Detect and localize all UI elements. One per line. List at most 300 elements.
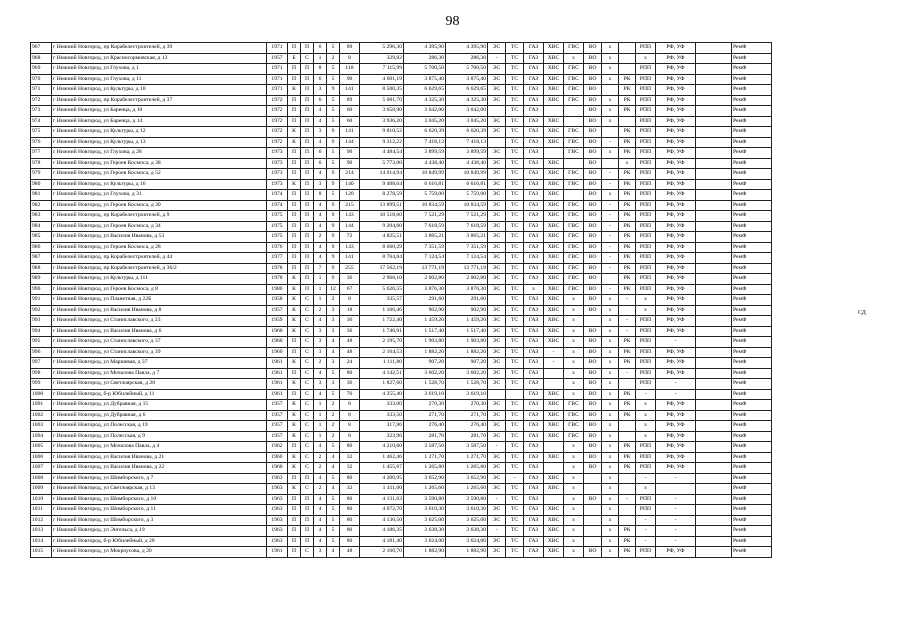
cell-col-20: РПП — [636, 337, 656, 348]
cell-living-area-2: 3 590,80 — [446, 494, 488, 505]
cell-col-22 — [696, 368, 732, 379]
cell-electricity: ЭС — [488, 368, 506, 379]
cell-sewerage: ВО — [584, 64, 602, 75]
cell-hot-water: ГВС — [564, 74, 584, 85]
cell-heating — [506, 389, 524, 400]
cell-gas: ГАЗ — [524, 64, 544, 75]
cell-living-area-2: 6 629,65 — [446, 85, 488, 96]
cell-entrances: 6 — [314, 74, 327, 85]
cell-living-area: 902,90 — [404, 305, 446, 316]
cell-floors: 3 — [327, 316, 340, 327]
cell-cold-water: ХВС — [544, 452, 564, 463]
cell-living-area-2: 7 124,54 — [446, 253, 488, 264]
cell-wall-type: К — [288, 137, 301, 148]
cell-total-area: 10 518,60 — [360, 211, 404, 222]
cell-entrances: 7 — [314, 263, 327, 274]
cell-col-20: РПП — [636, 43, 656, 54]
cell-heating: ТС — [506, 547, 524, 558]
cell-col-18: - — [602, 200, 619, 211]
cell-entrances: 3 — [314, 326, 327, 337]
cell-cold-water — [544, 379, 564, 390]
cell-col-21: РФ, УФ — [656, 106, 696, 117]
cell-entrances: 4 — [314, 505, 327, 516]
cell-row-number: 997 — [31, 358, 52, 369]
cell-floor-type: П — [301, 64, 314, 75]
cell-col-21: РФ, УФ — [656, 200, 696, 211]
cell-living-area: 7 418,13 — [404, 137, 446, 148]
cell-col-19: РК — [619, 74, 636, 85]
cell-hot-water: ГВС — [564, 169, 584, 180]
cell-col-22 — [696, 148, 732, 159]
cell-gas: ГАЗ — [524, 400, 544, 411]
cell-col-19: РК — [619, 410, 636, 421]
cell-col-23: РемФ — [732, 106, 772, 117]
cell-total-area: 9 810,52 — [360, 127, 404, 138]
cell-row-number: 982 — [31, 200, 52, 211]
cell-electricity: ЭС — [488, 547, 506, 558]
cell-col-21: РФ, УФ — [656, 431, 696, 442]
cell-col-22 — [696, 316, 732, 327]
cell-address: г Нижний Новгород, ул Глухова, д 11 — [52, 74, 267, 85]
cell-floor-type: С — [301, 295, 314, 306]
cell-row-number: 1005 — [31, 442, 52, 453]
cell-sewerage: ВО — [584, 379, 602, 390]
cell-col-19: - — [619, 316, 636, 327]
cell-entrances: 4 — [314, 211, 327, 222]
cell-address: г Нижний Новгород, ул Героев Космоса, д 34 — [52, 221, 267, 232]
cell-heating: ТС — [506, 253, 524, 264]
cell-living-area-2: 3 638,30 — [446, 526, 488, 537]
cell-col-23: РемФ — [732, 410, 772, 421]
cell-electricity: ЭС — [488, 358, 506, 369]
cell-col-23: РемФ — [732, 74, 772, 85]
cell-col-23: РемФ — [732, 43, 772, 54]
cell-col-20: РПП — [636, 505, 656, 516]
cell-electricity: ЭС — [488, 379, 506, 390]
cell-wall-type: П — [288, 106, 301, 117]
cell-entrances: 4 — [314, 137, 327, 148]
cell-cold-water: ХВС — [544, 43, 564, 54]
table-row — [31, 442, 772, 453]
cell-address: г Нижний Новгород, ул Героев Космоса, д 30 — [52, 200, 267, 211]
cell-floors: 9 — [327, 242, 340, 253]
cell-address: г Нижний Новгород, ул Героев Космоса, д 52 — [52, 169, 267, 180]
cell-cold-water: ХВС — [544, 190, 564, 201]
cell-living-area-2: 3 875,40 — [446, 74, 488, 85]
cell-col-19: РК — [619, 95, 636, 106]
cell-gas: ГАЗ — [524, 253, 544, 264]
cell-col-20: РПП — [636, 148, 656, 159]
cell-apartments: 80 — [340, 515, 360, 526]
cell-cold-water: ХВС — [544, 484, 564, 495]
cell-total-area: 1 455,67 — [360, 463, 404, 474]
cell-entrances: 1 — [314, 410, 327, 421]
cell-living-area: 291,60 — [404, 295, 446, 306]
cell-apartments: 36 — [340, 274, 360, 285]
cell-living-area: 276,40 — [404, 421, 446, 432]
cell-heating: ТС — [506, 43, 524, 54]
cell-wall-type: П — [288, 95, 301, 106]
cell-col-21: - — [656, 389, 696, 400]
cell-row-number: 1000 — [31, 389, 52, 400]
cell-entrances: 4 — [314, 526, 327, 537]
cell-sewerage: ВО — [584, 85, 602, 96]
cell-year: 1975 — [267, 221, 288, 232]
cell-heating: ТС — [506, 536, 524, 547]
cell-total-area: 8 764,84 — [360, 253, 404, 264]
cell-hot-water: ГВС — [564, 148, 584, 159]
cell-col-20: РПП — [636, 179, 656, 190]
cell-col-21: - — [656, 536, 696, 547]
cell-address: г Нижний Новгород, ул Мокроусова, д 20 — [52, 547, 267, 558]
cell-row-number: 971 — [31, 85, 52, 96]
table-row — [31, 463, 772, 474]
cell-entrances: 3 — [314, 547, 327, 558]
cell-hot-water — [564, 116, 584, 127]
cell-apartments: 140 — [340, 179, 360, 190]
cell-heating: ТС — [506, 505, 524, 516]
cell-hot-water: х — [564, 316, 584, 327]
cell-col-20: - — [636, 473, 656, 484]
cell-cold-water: ХВС — [544, 169, 564, 180]
cell-col-18: х — [602, 547, 619, 558]
cell-col-18: х — [602, 368, 619, 379]
cell-apartments: 144 — [340, 137, 360, 148]
cell-electricity — [488, 295, 506, 306]
cell-col-21: РФ, УФ — [656, 305, 696, 316]
cell-floors: 5 — [327, 515, 340, 526]
cell-total-area: 4 136,50 — [360, 515, 404, 526]
cell-col-22 — [696, 400, 732, 411]
cell-col-23: РемФ — [732, 316, 772, 327]
cell-gas: ГАЗ — [524, 431, 544, 442]
cell-sewerage: ВО — [584, 106, 602, 117]
cell-hot-water: ГВС — [564, 137, 584, 148]
cell-electricity: ЭС — [488, 536, 506, 547]
cell-apartments: 80 — [340, 536, 360, 547]
cell-living-area: 4 395,90 — [404, 43, 446, 54]
cell-apartments: 80 — [340, 505, 360, 516]
cell-col-22 — [696, 106, 732, 117]
cell-hot-water: ГВС — [564, 232, 584, 243]
cell-wall-type: П — [288, 368, 301, 379]
cell-cold-water: ХВС — [544, 431, 564, 442]
cell-heating: ТС — [506, 263, 524, 274]
cell-floor-type: П — [301, 263, 314, 274]
cell-col-20: х — [636, 305, 656, 316]
cell-cold-water — [544, 148, 564, 159]
cell-address: г Нижний Новгород, ул Глухова, д 31 — [52, 190, 267, 201]
cell-floors: 9 — [327, 211, 340, 222]
cell-col-22 — [696, 536, 732, 547]
cell-electricity: ЭС — [488, 263, 506, 274]
cell-row-number: 1009 — [31, 484, 52, 495]
cell-living-area-2: 1 265,80 — [446, 463, 488, 474]
cell-gas: ГАЗ — [524, 421, 544, 432]
cell-row-number: 1007 — [31, 463, 52, 474]
cell-col-19: РК — [619, 200, 636, 211]
cell-col-20: РПП — [636, 232, 656, 243]
cell-col-20: х — [636, 431, 656, 442]
cell-electricity: ЭС — [488, 211, 506, 222]
cell-col-18: х — [602, 116, 619, 127]
cell-col-22 — [696, 232, 732, 243]
cell-gas: ГАЗ — [524, 74, 544, 85]
cell-hot-water: ГВС — [564, 221, 584, 232]
cell-living-area: 3 865,21 — [404, 232, 446, 243]
cell-floors: 5 — [327, 389, 340, 400]
cell-address: г Нижний Новгород, ул Энгельса, д 19 — [52, 526, 267, 537]
cell-total-area: 4 255,40 — [360, 389, 404, 400]
cell-col-20: РПП — [636, 316, 656, 327]
cell-floors: 9 — [327, 253, 340, 264]
cell-row-number: 972 — [31, 95, 52, 106]
cell-wall-type: К — [288, 484, 301, 495]
cell-col-21: РФ, УФ — [656, 43, 696, 54]
cell-col-22 — [696, 211, 732, 222]
cell-total-area: 5 773,00 — [360, 158, 404, 169]
cell-gas: ГАЗ — [524, 442, 544, 453]
cell-year: 1957 — [267, 421, 288, 432]
cell-apartments: 36 — [340, 379, 360, 390]
cell-floors: 9 — [327, 232, 340, 243]
cell-address: г Нижний Новгород, ул Героев Космоса, д 8 — [52, 284, 267, 295]
cell-floors: 4 — [327, 337, 340, 348]
cell-floors: 2 — [327, 421, 340, 432]
cell-col-19: РК — [619, 452, 636, 463]
cell-year: 1963 — [267, 484, 288, 495]
cell-col-20: РПП — [636, 274, 656, 285]
table-row — [31, 431, 772, 442]
table-row — [31, 389, 772, 400]
cell-year: 1960 — [267, 337, 288, 348]
cell-floors: 5 — [327, 95, 340, 106]
cell-living-area-2: 286,30 — [446, 53, 488, 64]
cell-total-area: 1 462,46 — [360, 452, 404, 463]
cell-col-20: РПП — [636, 547, 656, 558]
cell-wall-type: П — [288, 547, 301, 558]
cell-apartments: 143 — [340, 242, 360, 253]
cell-apartments: 8 — [340, 295, 360, 306]
cell-total-area: 4 181,40 — [360, 536, 404, 547]
cell-col-18: х — [602, 389, 619, 400]
cell-living-area-2: 7 351,59 — [446, 242, 488, 253]
cell-col-18: х — [602, 358, 619, 369]
cell-sewerage: ВО — [584, 169, 602, 180]
cell-cold-water: ХВС — [544, 232, 564, 243]
cell-sewerage — [584, 536, 602, 547]
table-row — [31, 368, 772, 379]
cell-cold-water: ХВС — [544, 295, 564, 306]
cell-floor-type: С — [301, 368, 314, 379]
cell-heating: ТС — [506, 431, 524, 442]
cell-apartments: 141 — [340, 253, 360, 264]
cell-cold-water: ХВС — [544, 53, 564, 64]
cell-sewerage: ВО — [584, 305, 602, 316]
cell-floors: 3 — [327, 358, 340, 369]
cell-living-area: 3 602,20 — [404, 368, 446, 379]
cell-address: г Нижний Новгород, ул Шимборского, д 3 — [52, 515, 267, 526]
cell-living-area: 3 045,20 — [404, 116, 446, 127]
cell-col-23: РемФ — [732, 221, 772, 232]
cell-apartments: 36 — [340, 326, 360, 337]
cell-gas: ГАЗ — [524, 494, 544, 505]
cell-col-19: РК — [619, 347, 636, 358]
cell-col-20: РПП — [636, 200, 656, 211]
cell-address: г Нижний Новгород, ул Василия Иванова, д 6 — [52, 326, 267, 337]
cell-apartments: 32 — [340, 452, 360, 463]
cell-hot-water: ГВС — [564, 127, 584, 138]
cell-hot-water: ГВС — [564, 284, 584, 295]
cell-col-18: - — [602, 253, 619, 264]
cell-col-23: РемФ — [732, 473, 772, 484]
cell-floors: 9 — [327, 200, 340, 211]
cell-sewerage: ВО — [584, 452, 602, 463]
cell-living-area: 1 265,80 — [404, 463, 446, 474]
cell-apartments: 214 — [340, 169, 360, 180]
cell-col-22 — [696, 505, 732, 516]
cell-col-18: х — [602, 431, 619, 442]
cell-heating: ТС — [506, 305, 524, 316]
cell-year: 1978 — [267, 274, 288, 285]
cell-col-18: - — [602, 232, 619, 243]
cell-sewerage — [584, 473, 602, 484]
cell-cold-water: ХВС — [544, 400, 564, 411]
cell-electricity: ЭС — [488, 505, 506, 516]
cell-electricity: ЭС — [488, 421, 506, 432]
table-row — [31, 232, 772, 243]
cell-wall-type: П — [288, 337, 301, 348]
cell-col-23: РемФ — [732, 337, 772, 348]
cell-floor-type: П — [301, 116, 314, 127]
cell-total-area: 1 111,80 — [360, 358, 404, 369]
cell-electricity: ЭС — [488, 190, 506, 201]
cell-entrances: 3 — [314, 179, 327, 190]
cell-col-21: - — [656, 526, 696, 537]
cell-living-area: 2 002,80 — [404, 274, 446, 285]
cell-year: 1961 — [267, 379, 288, 390]
cell-living-area-2: 1 265,60 — [446, 484, 488, 495]
cell-cold-water: ХВС — [544, 389, 564, 400]
cell-gas: ГАЗ — [524, 95, 544, 106]
cell-col-20: РПП — [636, 211, 656, 222]
cell-living-area-2: 4 325,30 — [446, 95, 488, 106]
cell-cold-water: ХВС — [544, 64, 564, 75]
table-row — [31, 274, 772, 285]
cell-cold-water: ХВС — [544, 505, 564, 516]
cell-floors: 4 — [327, 547, 340, 558]
cell-col-21: РФ, УФ — [656, 242, 696, 253]
cell-col-21: РФ, УФ — [656, 442, 696, 453]
table-row — [31, 379, 772, 390]
cell-heating: - — [506, 473, 524, 484]
cell-cold-water — [544, 368, 564, 379]
cell-col-22 — [696, 158, 732, 169]
cell-cold-water: ХВС — [544, 274, 564, 285]
cell-total-area: 8 278,59 — [360, 190, 404, 201]
cell-apartments: 24 — [340, 358, 360, 369]
cell-sewerage — [584, 526, 602, 537]
cell-cold-water: ХВС — [544, 116, 564, 127]
cell-total-area: 3 658,90 — [360, 106, 404, 117]
table-row — [31, 64, 772, 75]
cell-gas: ГАЗ — [524, 473, 544, 484]
cell-electricity: ЭС — [488, 347, 506, 358]
cell-col-20: РПП — [636, 169, 656, 180]
cell-floors: 2 — [327, 431, 340, 442]
cell-col-23: РемФ — [732, 547, 772, 558]
cell-electricity: ЭС — [488, 64, 506, 75]
table-row — [31, 295, 772, 306]
cell-hot-water: х — [564, 379, 584, 390]
cell-col-18: х — [602, 337, 619, 348]
cell-col-22 — [696, 515, 732, 526]
cell-cold-water: ХВС — [544, 74, 564, 85]
cell-col-21: - — [656, 494, 696, 505]
cell-col-18: х — [602, 379, 619, 390]
cell-living-area: 3 875,40 — [404, 74, 446, 85]
cell-apartments: 141 — [340, 127, 360, 138]
cell-col-18: х — [602, 295, 619, 306]
cell-sewerage: ВО — [584, 368, 602, 379]
cell-wall-type: П — [288, 64, 301, 75]
cell-address: г Нижний Новгород, пр Корабелестроителей, д 39 — [52, 43, 267, 54]
cell-gas: ГАЗ — [524, 137, 544, 148]
cell-living-area: 13 771,19 — [404, 263, 446, 274]
cell-address: г Нижний Новгород, пр Корабелестроителей, д 37 — [52, 95, 267, 106]
cell-sewerage — [584, 515, 602, 526]
cell-sewerage — [584, 505, 602, 516]
cell-apartments: 8 — [340, 400, 360, 411]
cell-col-19: РК — [619, 190, 636, 201]
cell-col-21: РФ, УФ — [656, 326, 696, 337]
cell-floor-type: П — [301, 274, 314, 285]
cell-wall-type: К — [288, 305, 301, 316]
cell-col-23: РемФ — [732, 137, 772, 148]
cell-total-area: 5 296,30 — [360, 43, 404, 54]
cell-col-21 — [656, 484, 696, 495]
cell-col-23: РемФ — [732, 515, 772, 526]
cell-row-number: 996 — [31, 347, 52, 358]
cell-col-23: РемФ — [732, 148, 772, 159]
cell-living-area: 1 882,20 — [404, 347, 446, 358]
cell-col-18: х — [602, 505, 619, 516]
cell-electricity: ЭС — [488, 253, 506, 264]
cell-year: 1957 — [267, 305, 288, 316]
cell-heating: ТС — [506, 221, 524, 232]
cell-sewerage: ВО — [584, 179, 602, 190]
cell-floor-type: П — [301, 232, 314, 243]
cell-living-area-2: 2 002,80 — [446, 274, 488, 285]
cell-apartments: 80 — [340, 368, 360, 379]
cell-entrances: 3 — [314, 85, 327, 96]
cell-year: 1971 — [267, 74, 288, 85]
cell-hot-water: х — [564, 505, 584, 516]
cell-heating: ТС — [506, 326, 524, 337]
cell-living-area-2: 3 899,59 — [446, 148, 488, 159]
cell-wall-type: П — [288, 347, 301, 358]
cell-apartments: 80 — [340, 494, 360, 505]
cell-electricity — [488, 106, 506, 117]
cell-col-23: РемФ — [732, 368, 772, 379]
cell-address: г Нижний Новгород, ул Героев Космоса, д 28 — [52, 242, 267, 253]
cell-floor-type: П — [301, 148, 314, 159]
cell-apartments: 8 — [340, 53, 360, 64]
cell-floors: 5 — [327, 158, 340, 169]
cell-apartments: 141 — [340, 85, 360, 96]
cell-col-23: РемФ — [732, 263, 772, 274]
cell-total-area: 4 186,35 — [360, 526, 404, 537]
